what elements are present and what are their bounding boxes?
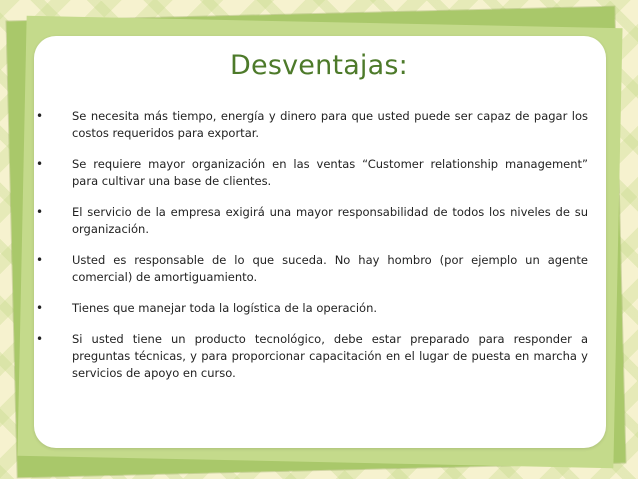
bullet-text: Tienes que manejar toda la logística de la operación. [72,301,378,315]
bullet-item [36,300,588,317]
bullet-marker: • [36,332,44,346]
bullet-item [36,204,588,238]
bullet-text: Se necesita más tiempo, energía y dinero para que usted puede ser capaz de pagar los costos requeridos para exportar. [72,109,588,140]
bullet-text: Si usted tiene un producto tecnológico, debe estar preparado para responder a preguntas técnicas, y para proporcionar capacitación en el lugar de puesta en marcha y servicios de apoyo en curso. [72,332,588,380]
bullet-text: Se requiere mayor organización en las ventas “Customer relationship management” para cultivar una base de clientes. [72,157,588,188]
bullet-item [36,252,588,286]
bullet-text: El servicio de la empresa exigirá una mayor responsabilidad de todos los niveles de su organización. [72,205,588,236]
slide-title: Desventajas: [230,50,408,81]
bullet-item [36,108,588,142]
bullet-item [36,331,588,382]
bullet-marker: • [36,205,44,219]
bullet-text: Usted es responsable de lo que suceda. No hay hombro (por ejemplo un agente comercial) de amortiguamiento. [72,253,588,284]
bullet-marker: • [36,253,44,267]
bullet-marker: • [36,109,44,123]
bullet-list [36,108,588,396]
bullet-item [36,156,588,190]
bullet-marker: • [36,157,44,171]
bullet-marker: • [36,301,44,315]
